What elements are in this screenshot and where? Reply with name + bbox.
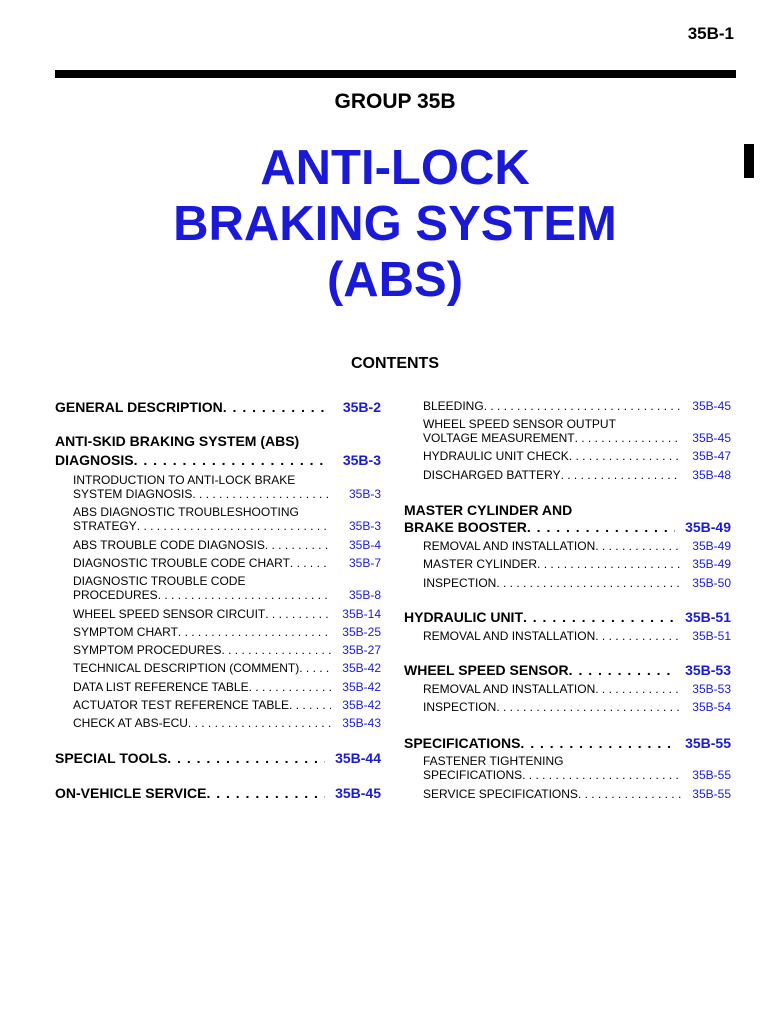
title-line-1: ANTI-LOCK [260,141,530,195]
toc-entry-data-list[interactable] [73,680,381,695]
toc-entry-special-tools[interactable] [55,749,381,767]
toc-entry-symptom-chart[interactable] [73,625,381,640]
toc-page-link[interactable]: 35B-4 [348,538,381,552]
toc-entry-label: ABS TROUBLE CODE DIAGNOSIS [73,538,265,552]
toc-entry-label: DISCHARGED BATTERY [423,468,561,482]
toc-entry-symptom-procedures[interactable] [73,643,381,658]
toc-entry-label: MASTER CYLINDER [423,557,538,571]
toc-page-link[interactable]: 35B-42 [342,680,381,694]
dot-leader [522,768,681,783]
title-line-3: (ABS) [326,253,464,307]
dot-leader [520,734,675,752]
toc-entry-label: SPECIFICATIONS [404,735,521,751]
dot-leader [578,787,681,802]
toc-entry-label: REMOVAL AND INSTALLATION [423,682,596,696]
toc-entry-label: WHEEL SPEED SENSOR CIRCUIT [73,607,266,621]
page-title [0,140,768,308]
toc-page-link[interactable]: 35B-55 [692,768,731,782]
toc-entry-trouble-code-procedures-line1: DIAGNOSTIC TROUBLE CODE [73,574,246,588]
toc-page-link[interactable]: 35B-42 [342,698,381,712]
toc-entry-mc-inspection[interactable] [423,576,731,591]
dot-leader [569,661,675,679]
toc-page-link[interactable]: 35B-54 [692,700,731,714]
toc-entry-hydraulic-unit[interactable] [404,608,731,626]
dot-leader [484,399,681,414]
toc-entry-label: HYDRAULIC UNIT [404,609,523,625]
dot-leader [178,625,331,640]
toc-page-link[interactable]: 35B-3 [348,519,381,533]
toc-entry-wss-output-line1: WHEEL SPEED SENSOR OUTPUT [423,417,616,431]
toc-page-link[interactable]: 35B-55 [685,735,731,751]
dot-leader [188,716,331,731]
dot-leader [221,643,331,658]
toc-entry-check-at-ecu[interactable] [73,716,381,731]
toc-page-link[interactable]: 35B-44 [335,750,381,766]
toc-page-link[interactable]: 35B-42 [342,661,381,675]
toc-entry-specifications[interactable] [404,734,731,752]
toc-entry-wss-output[interactable] [423,431,731,446]
toc-entry-label: BLEEDING [423,399,484,413]
dot-leader [595,682,681,697]
dot-leader [527,518,675,536]
toc-entry-on-vehicle-service[interactable] [55,784,381,802]
toc-page-link[interactable]: 35B-3 [348,487,381,501]
toc-page-link[interactable]: 35B-8 [348,588,381,602]
toc-entry-label: WHEEL SPEED SENSOR [404,662,569,678]
dot-leader [496,576,681,591]
dot-leader [575,431,681,446]
toc-page-link[interactable]: 35B-45 [692,431,731,445]
toc-entry-fastener[interactable] [423,768,731,783]
toc-entry-label: GENERAL DESCRIPTION [55,399,223,415]
toc-entry-abs-diagnosis-line1: ANTI-SKID BRAKING SYSTEM (ABS) [55,433,300,449]
dot-leader [158,588,331,603]
toc-entry-master-cylinder-booster-line1: MASTER CYLINDER AND [404,502,573,518]
toc-entry-hydraulic-unit-check[interactable] [423,449,731,464]
toc-page-link[interactable]: 35B-7 [348,556,381,570]
toc-entry-intro[interactable] [73,487,381,502]
dot-leader [137,519,331,534]
toc-entry-trouble-code-procedures[interactable] [73,588,381,603]
toc-entry-label: STRATEGY [73,519,137,533]
group-label: GROUP 35B [334,90,456,113]
dot-leader [265,607,331,622]
dot-leader [134,451,325,469]
toc-entry-mc-removal[interactable] [423,539,731,554]
toc-entry-wss-inspection[interactable] [423,700,731,715]
toc-entry-wss-removal[interactable] [423,682,731,697]
toc-entry-intro-line1: INTRODUCTION TO ANTI-LOCK BRAKE [73,473,296,487]
toc-entry-trouble-code-diagnosis[interactable] [73,538,381,553]
dot-leader [192,487,331,502]
toc-page-link[interactable]: 35B-49 [692,539,731,553]
toc-page-link[interactable]: 35B-53 [685,662,731,678]
dot-leader [569,449,681,464]
toc-entry-technical-description[interactable] [73,661,381,676]
toc-page-link[interactable]: 35B-2 [342,399,381,415]
toc-entry-trouble-code-chart[interactable] [73,556,381,571]
dot-leader [289,698,331,713]
toc-page-link[interactable]: 35B-50 [692,576,731,590]
dot-leader [206,784,325,802]
toc-entry-wheel-speed-sensor[interactable] [404,661,731,679]
dot-leader [595,629,681,644]
page-number: 35B-1 [687,24,734,43]
dot-leader [523,608,675,626]
toc-entry-master-cylinder[interactable] [423,557,731,572]
toc-entry-label: DIAGNOSIS [55,452,134,468]
toc-page-link[interactable]: 35B-3 [342,452,381,468]
toc-page-link[interactable]: 35B-49 [692,557,731,571]
toc-entry-wheel-speed-sensor-circuit[interactable] [73,607,381,622]
dot-leader [595,539,681,554]
dot-leader [223,398,325,416]
toc-entry-label: ACTUATOR TEST REFERENCE TABLE [73,698,290,712]
toc-entry-label: DATA LIST REFERENCE TABLE [73,680,249,694]
dot-leader [167,749,325,767]
toc-entry-label: BRAKE BOOSTER [404,519,527,535]
toc-entry-label: INSPECTION [423,576,497,590]
toc-entry-label: INSPECTION [423,700,497,714]
toc-entry-label: REMOVAL AND INSTALLATION [423,539,596,553]
toc-entry-label: REMOVAL AND INSTALLATION [423,629,596,643]
toc-entry-label: SPECIFICATIONS [423,768,523,782]
dot-leader [561,468,681,483]
toc-page-link[interactable]: 35B-45 [692,399,731,413]
toc-entry-label: TECHNICAL DESCRIPTION (COMMENT) [73,661,300,675]
toc-entry-label: SYMPTOM PROCEDURES [73,643,222,657]
toc-page-link[interactable]: 35B-55 [692,787,731,801]
toc-entry-label: SERVICE SPECIFICATIONS [423,787,578,801]
dot-leader [299,661,331,676]
toc-entry-general-description[interactable] [55,398,381,416]
toc-page-link[interactable]: 35B-43 [342,716,381,730]
dot-leader [496,700,681,715]
toc-page-link[interactable]: 35B-25 [342,625,381,639]
toc-page-link[interactable]: 35B-45 [335,785,381,801]
dot-leader [249,680,331,695]
toc-entry-label: VOLTAGE MEASUREMENT [423,431,575,445]
toc-entry-abs-diagnosis[interactable] [55,451,381,469]
dot-leader [537,557,681,572]
toc-entry-label: SYMPTOM CHART [73,625,178,639]
toc-entry-label: DIAGNOSTIC TROUBLE CODE CHART [73,556,290,570]
toc-entry-service-specs[interactable] [423,787,731,802]
toc-page-link[interactable]: 35B-51 [685,609,731,625]
toc-entry-label: SPECIAL TOOLS [55,750,168,766]
dot-leader [290,556,331,571]
toc-page-link[interactable]: 35B-49 [685,519,731,535]
toc-page-link[interactable]: 35B-47 [692,449,731,463]
dot-leader [265,538,331,553]
toc-entry-hu-removal[interactable] [423,629,731,644]
top-rule [55,70,736,78]
toc-entry-master-cylinder-booster[interactable] [404,518,731,536]
toc-page-link[interactable]: 35B-14 [342,607,381,621]
toc-entry-fastener-line1: FASTENER TIGHTENING [423,754,564,768]
toc-entry-label: PROCEDURES [73,588,158,602]
toc-entry-label: ON-VEHICLE SERVICE [55,785,207,801]
title-line-2: BRAKING SYSTEM [173,197,617,251]
toc-entry-actuator-test[interactable] [73,698,381,713]
toc-page-link[interactable]: 35B-48 [692,468,731,482]
toc-entry-discharged-battery[interactable] [423,468,731,483]
toc-page-link[interactable]: 35B-51 [692,629,731,643]
toc-entry-label: SYSTEM DIAGNOSIS [73,487,193,501]
toc-entry-strategy[interactable] [73,519,381,534]
toc-entry-label: HYDRAULIC UNIT CHECK [423,449,569,463]
toc-page-link[interactable]: 35B-27 [342,643,381,657]
toc-entry-bleeding[interactable] [423,399,731,414]
contents-heading: CONTENTS [351,355,439,372]
toc-entry-strategy-line1: ABS DIAGNOSTIC TROUBLESHOOTING [73,505,299,519]
toc-page-link[interactable]: 35B-53 [692,682,731,696]
toc-entry-label: CHECK AT ABS-ECU [73,716,188,730]
